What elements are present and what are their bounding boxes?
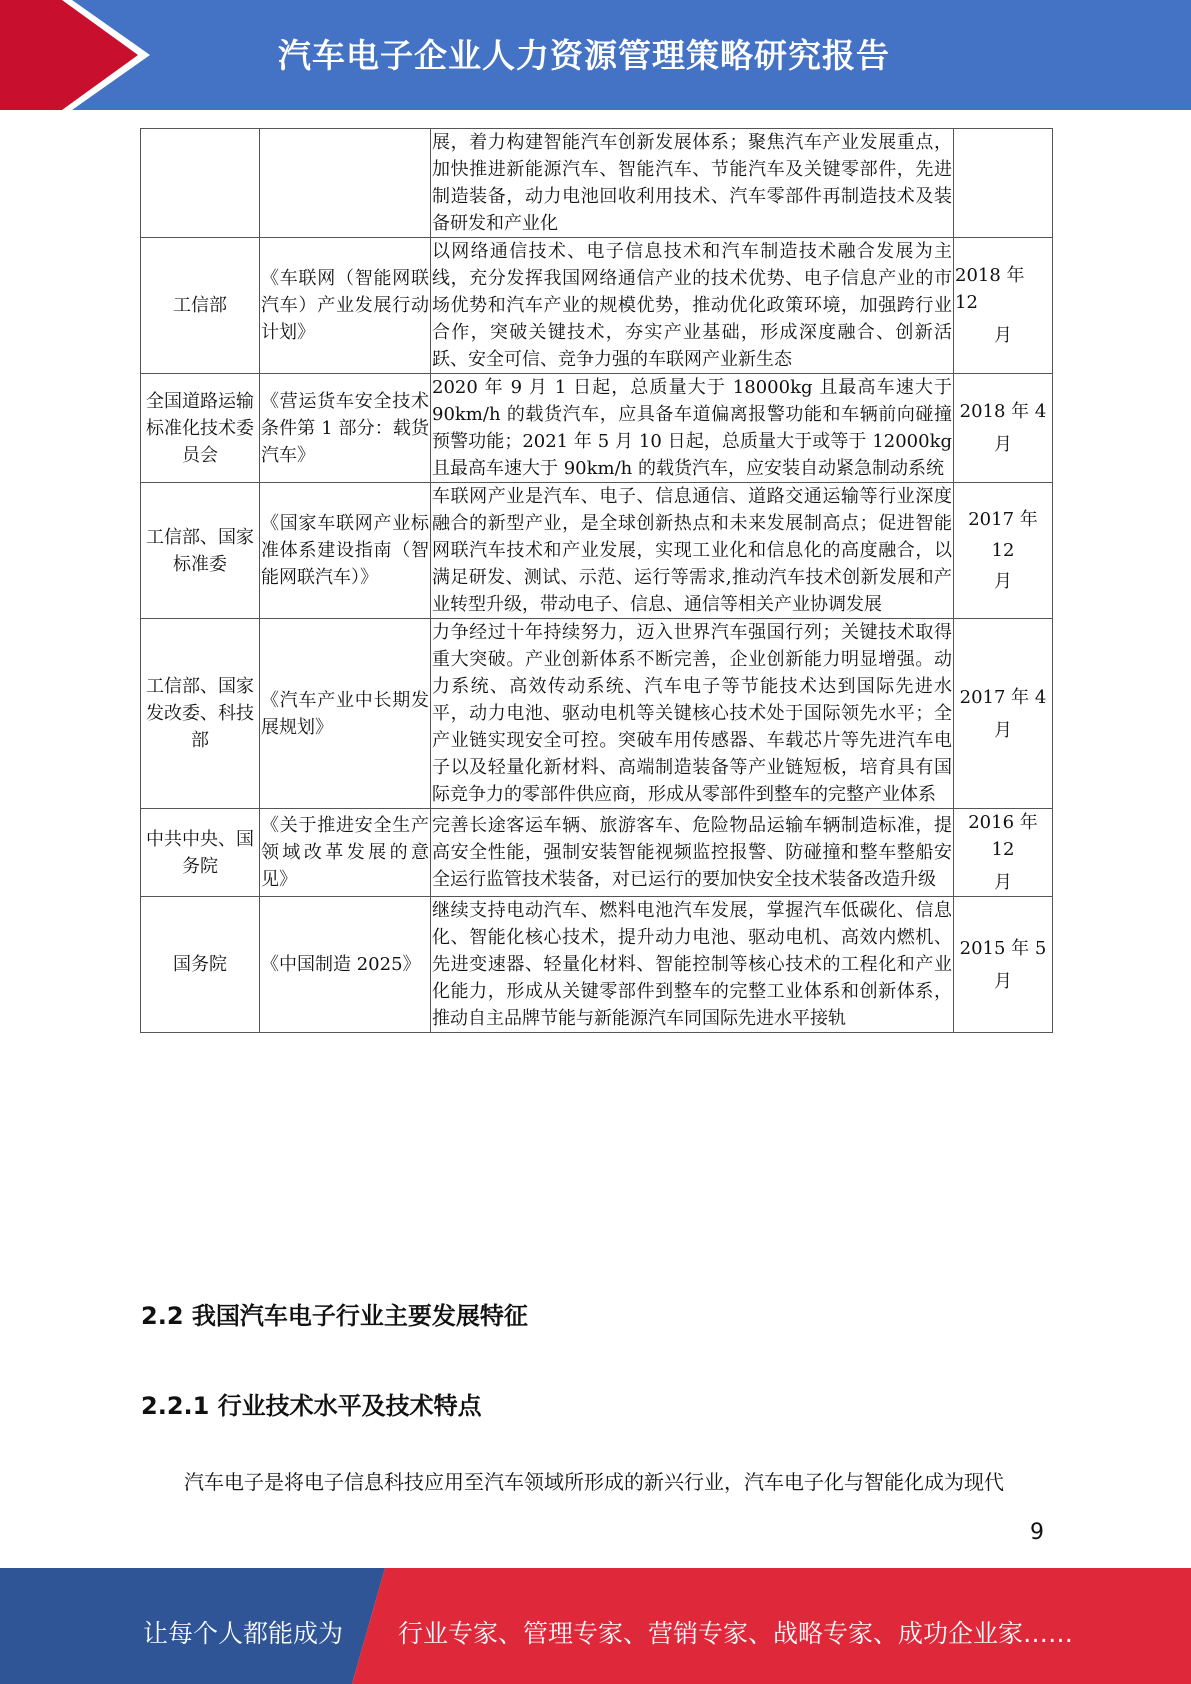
date-line: 月 xyxy=(994,571,1012,592)
content-cell: 2020 年 9 月 1 日起，总质量大于 18000kg 且最高车速大于 90km/h 的载货汽车，应具备车道偏离报警功能和车辆前向碰撞预警功能；2021 年 5 月 10 日起，总质量大于或等于 12000kg 且最高车速大于 90km/h 的载货汽车，应安装自动紧急制动系统 xyxy=(431,374,954,483)
dept-cell xyxy=(141,129,260,238)
page-footer xyxy=(0,1568,1191,1684)
doc-cell xyxy=(260,129,431,238)
table-row xyxy=(141,809,1053,897)
table-row xyxy=(141,619,1053,809)
table-row xyxy=(141,374,1053,483)
date-cell xyxy=(954,483,1053,619)
date-cell xyxy=(954,129,1053,238)
dept-cell: 全国道路运输标准化技术委员会 xyxy=(141,374,260,483)
footer-slogan-left: 让每个人都能成为 xyxy=(143,1619,344,1648)
dept-cell: 工信部 xyxy=(141,238,260,374)
date-cell xyxy=(954,897,1053,1033)
header-title: 汽车电子企业人力资源管理策略研究报告 xyxy=(278,36,890,75)
footer-slogan-right: 行业专家、管理专家、营销专家、战略专家、成功企业家…… xyxy=(398,1619,1074,1648)
table-row xyxy=(141,238,1053,374)
section-heading: 2.2 我国汽车电子行业主要发展特征 xyxy=(141,1302,528,1330)
date-line: 2015 年 5 xyxy=(959,937,1047,959)
content-cell: 力争经过十年持续努力，迈入世界汽车强国行列；关键技术取得重大突破。产业创新体系不断完善，企业创新能力明显增强。动力系统、高效传动系统、汽车电子等节能技术达到国际先进水平，动力电池、驱动电机等关键核心技术处于国际领先水平；全产业链实现安全可控。突破车用传感器、车载芯片等先进汽车电子以及轻量化新材料、高端制造装备等产业链短板，培育具有国际竞争力的零部件供应商，形成从零部件到整车的完整产业体系 xyxy=(431,619,954,809)
dept-cell: 中共中央、国务院 xyxy=(141,809,260,897)
subsection-heading: 2.2.1 行业技术水平及技术特点 xyxy=(141,1392,482,1420)
date-cell xyxy=(954,238,1053,374)
doc-cell: 《国家车联网产业标准体系建设指南（智能网联汽车）》 xyxy=(260,483,431,619)
content-cell: 展，着力构建智能汽车创新发展体系；聚焦汽车产业发展重点，加快推进新能源汽车、智能汽车、节能汽车及关键零部件，先进制造装备，动力电池回收利用技术、汽车零部件再制造技术及装备研发和产业化 xyxy=(431,129,954,238)
doc-cell: 《中国制造 2025》 xyxy=(260,897,431,1033)
date-line: 月 xyxy=(994,970,1012,992)
table-row xyxy=(141,897,1053,1033)
date-line: 2018 年 4 xyxy=(959,401,1047,422)
doc-cell: 《营运货车安全技术条件第 1 部分：载货汽车》 xyxy=(260,374,431,483)
dept-cell: 国务院 xyxy=(141,897,260,1033)
date-cell xyxy=(954,619,1053,809)
dept-cell: 工信部、国家标准委 xyxy=(141,483,260,619)
date-line: 月 xyxy=(994,872,1012,893)
content-cell: 继续支持电动汽车、燃料电池汽车发展，掌握汽车低碳化、信息化、智能化核心技术，提升动力电池、驱动电机、高效内燃机、先进变速器、轻量化材料、智能控制等核心技术的工程化和产业化能力，形成从关键零部件到整车的完整工业体系和创新体系，推动自主品牌节能与新能源汽车同国际先进水平接轨 xyxy=(431,897,954,1033)
doc-cell: 《汽车产业中长期发展规划》 xyxy=(260,619,431,809)
date-line: 月 xyxy=(994,719,1012,741)
doc-cell: 《车联网（智能网联汽车）产业发展行动计划》 xyxy=(260,238,431,374)
date-line: 2016 年 12 xyxy=(968,812,1038,860)
policy-table xyxy=(140,128,1053,1033)
date-line: 12 xyxy=(991,540,1015,561)
date-line: 月 xyxy=(994,325,1012,346)
content-cell: 车联网产业是汽车、电子、信息通信、道路交通运输等行业深度融合的新型产业，是全球创新热点和未来发展制高点；促进智能网联汽车技术和产业发展，实现工业化和信息化的高度融合，以满足研发、测试、示范、运行等需求,推动汽车技术创新发展和产业转型升级，带动电子、信息、通信等相关产业协调发展 xyxy=(431,483,954,619)
page-header xyxy=(0,0,1191,110)
content-cell: 以网络通信技术、电子信息技术和汽车制造技术融合发展为主线，充分发挥我国网络通信产业的技术优势、电子信息产业的市场优势和汽车产业的规模优势，推动优化政策环境，加强跨行业合作，突破关键技术，夯实产业基础，形成深度融合、创新活跃、安全可信、竞争力强的车联网产业新生态 xyxy=(431,238,954,374)
table-row xyxy=(141,129,1053,238)
date-line: 月 xyxy=(994,434,1012,455)
date-line: 2017 年 xyxy=(968,509,1038,530)
table-row xyxy=(141,483,1053,619)
date-line: 12 xyxy=(955,292,978,313)
date-line: 2017 年 4 xyxy=(959,686,1047,708)
date-cell xyxy=(954,374,1053,483)
dept-cell: 工信部、国家发改委、科技部 xyxy=(141,619,260,809)
content-cell: 完善长途客运车辆、旅游客车、危险物品运输车辆制造标准，提高安全性能，强制安装智能视频监控报警、防碰撞和整车整船安全运行监管技术装备，对已运行的要加快安全技术装备改造升级 xyxy=(431,809,954,897)
date-line: 2018 年 xyxy=(955,265,1025,286)
date-cell xyxy=(954,809,1053,897)
doc-cell: 《关于推进安全生产领域改革发展的意见》 xyxy=(260,809,431,897)
page-number: 9 xyxy=(1030,1520,1044,1545)
body-paragraph: 汽车电子是将电子信息科技应用至汽车领域所形成的新兴行业，汽车电子化与智能化成为现代 xyxy=(184,1470,1004,1494)
